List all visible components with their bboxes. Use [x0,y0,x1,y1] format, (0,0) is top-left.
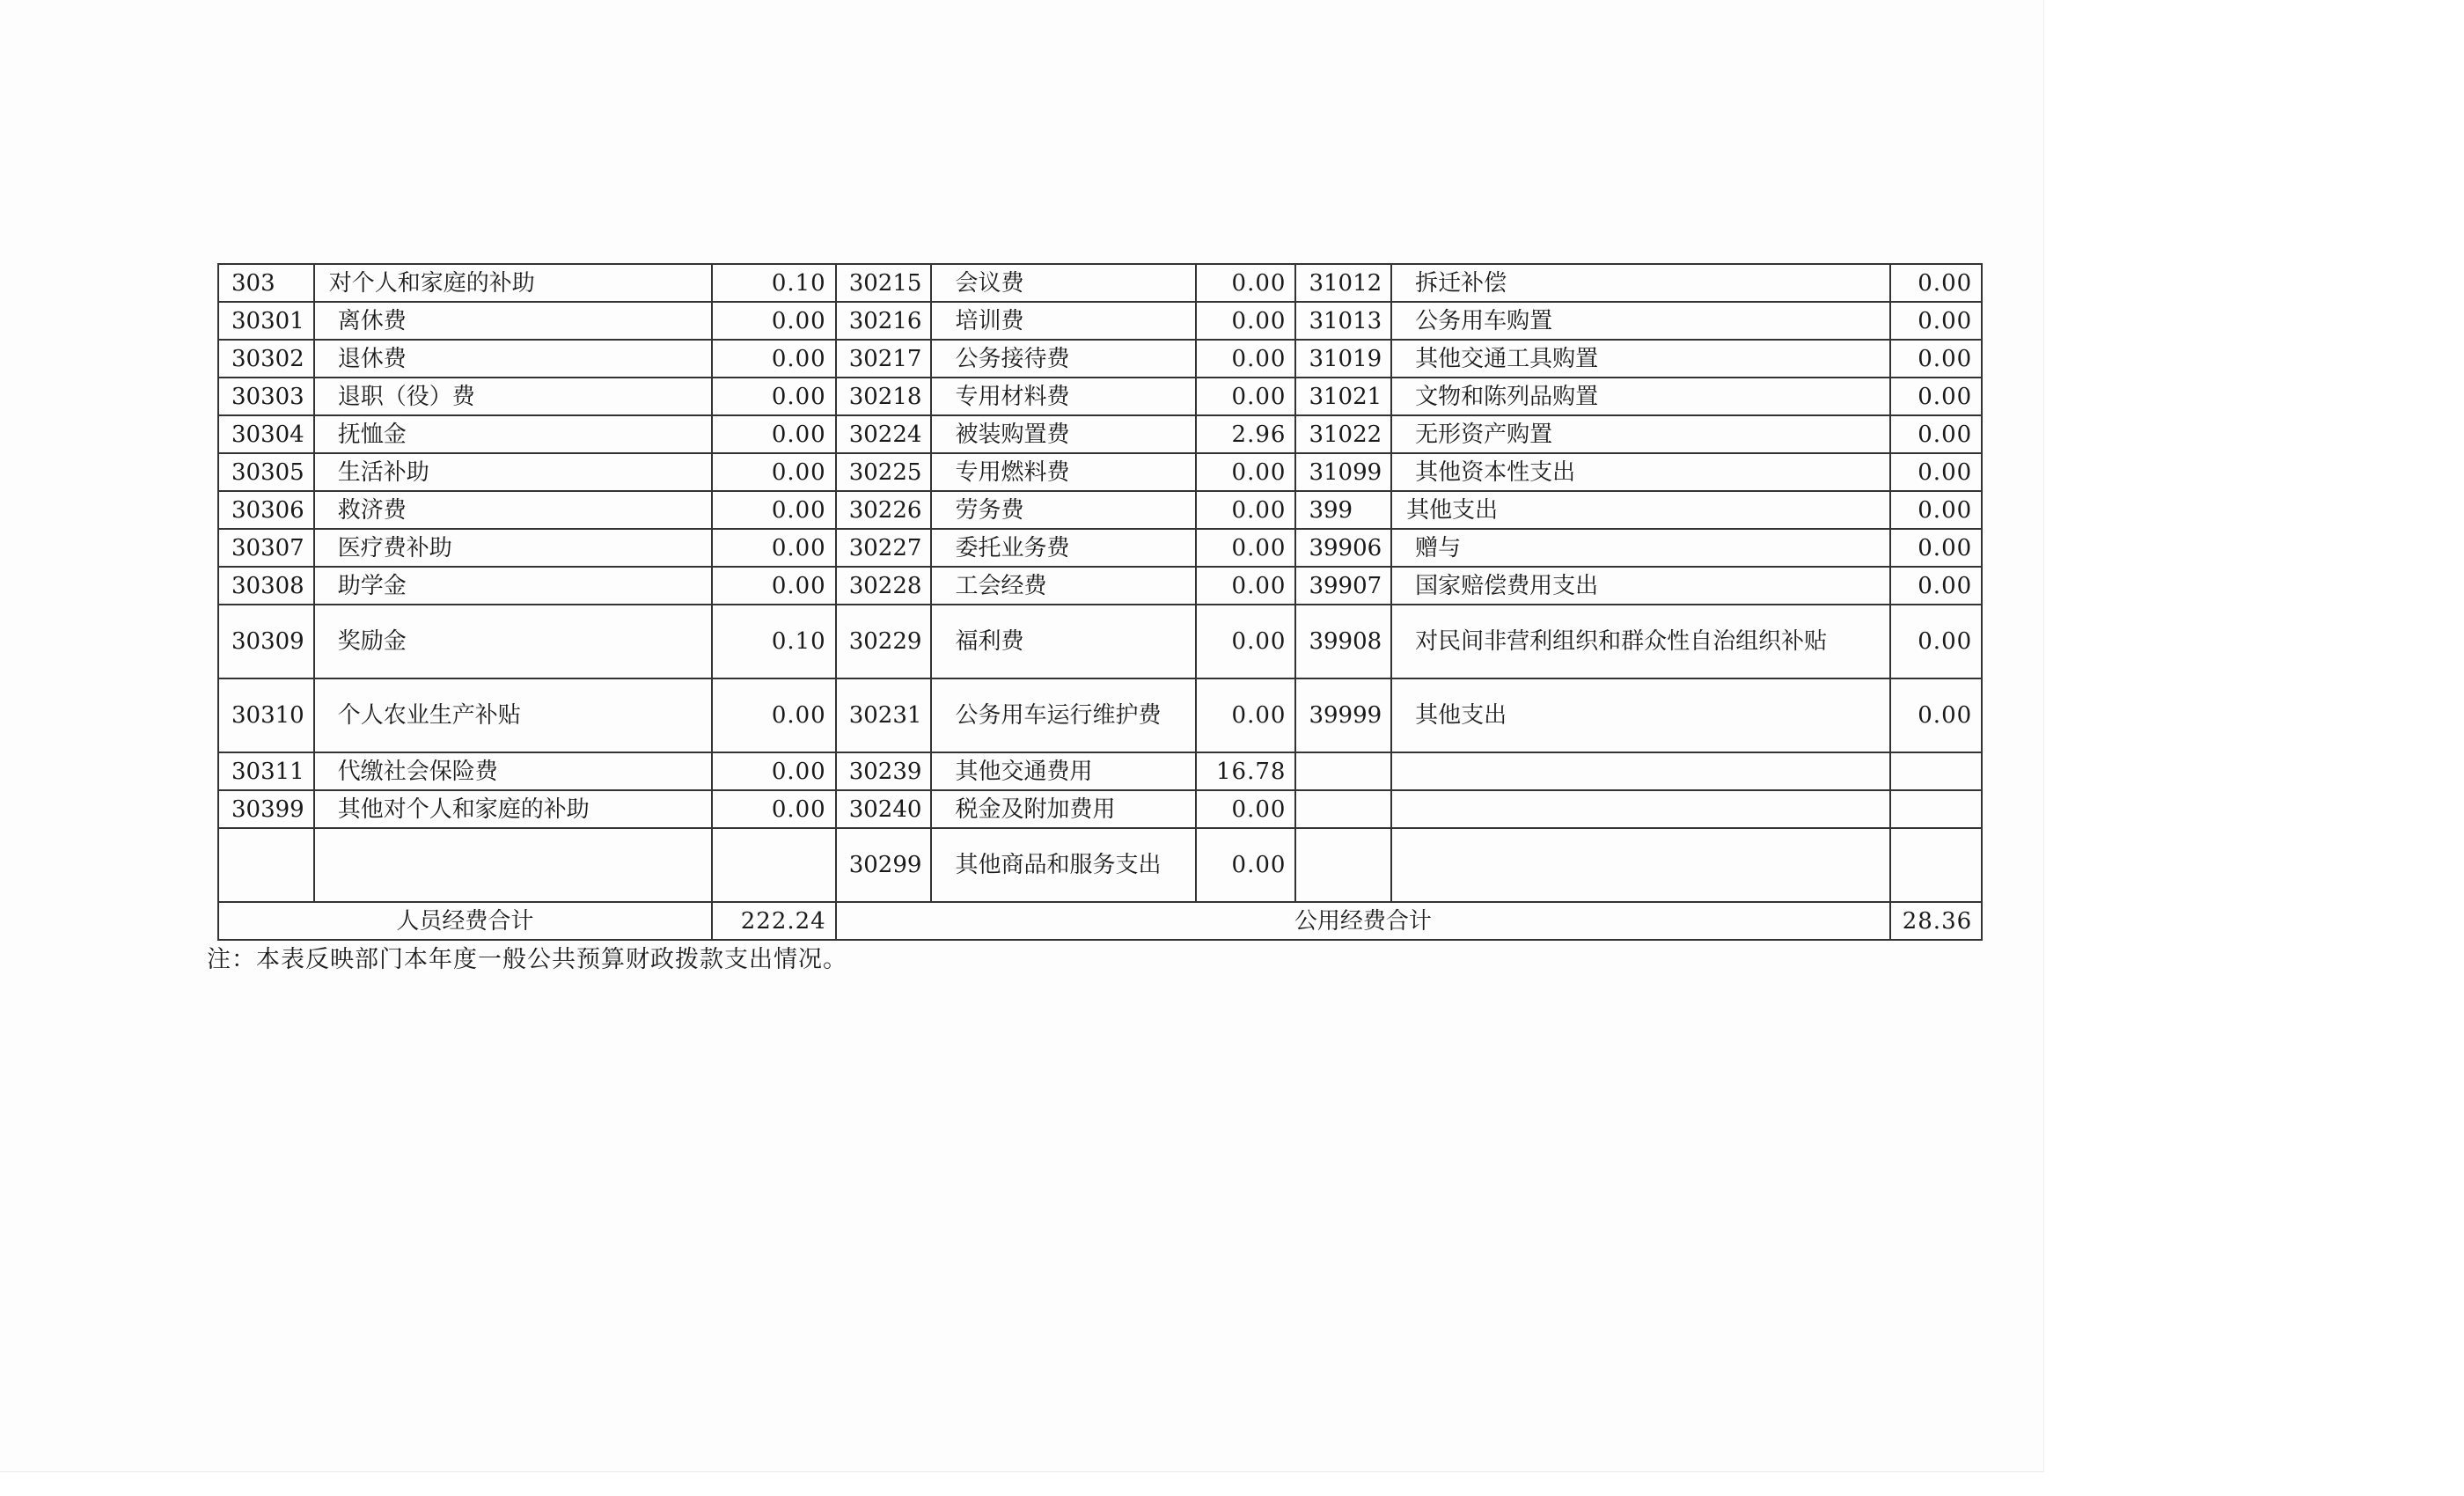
amount-cell: 0.00 [1196,491,1295,529]
amount-cell: 0.10 [712,605,836,678]
code-cell: 30224 [836,415,932,453]
code-cell: 30226 [836,491,932,529]
code-cell: 30309 [218,605,314,678]
amount-cell: 0.00 [1890,678,1982,752]
code-cell: 30239 [836,752,932,790]
name-cell: 拆迁补偿 [1391,264,1890,302]
code-cell [1295,828,1391,902]
code-cell: 39906 [1295,529,1391,567]
name-cell: 生活补助 [314,453,712,491]
name-cell: 公务接待费 [931,340,1196,378]
amount-cell: 0.00 [1890,605,1982,678]
name-cell: 文物和陈列品购置 [1391,378,1890,415]
amount-cell: 0.00 [1890,529,1982,567]
name-cell: 救济费 [314,491,712,529]
code-cell: 30311 [218,752,314,790]
code-cell: 30216 [836,302,932,340]
amount-cell: 0.00 [712,491,836,529]
code-cell: 39999 [1295,678,1391,752]
amount-cell: 0.00 [712,790,836,828]
amount-cell: 0.00 [1890,415,1982,453]
code-cell: 30310 [218,678,314,752]
code-cell: 30218 [836,378,932,415]
name-cell: 个人农业生产补贴 [314,678,712,752]
amount-cell: 16.78 [1196,752,1295,790]
amount-cell: 0.00 [712,567,836,605]
code-cell: 30399 [218,790,314,828]
name-cell: 其他交通费用 [931,752,1196,790]
name-cell: 其他交通工具购置 [1391,340,1890,378]
totals-row [218,902,1982,940]
code-cell: 30299 [836,828,932,902]
name-cell: 国家赔偿费用支出 [1391,567,1890,605]
code-cell: 30307 [218,529,314,567]
amount-cell [1890,790,1982,828]
name-cell: 劳务费 [931,491,1196,529]
name-cell: 工会经费 [931,567,1196,605]
code-cell: 30227 [836,529,932,567]
amount-cell: 0.00 [1196,790,1295,828]
code-cell: 399 [1295,491,1391,529]
public-total-value: 28.36 [1890,902,1982,940]
name-cell [1391,828,1890,902]
name-cell: 专用材料费 [931,378,1196,415]
table-row [218,264,1982,302]
table-body [218,264,1982,902]
name-cell: 代缴社会保险费 [314,752,712,790]
amount-cell: 0.00 [712,752,836,790]
code-cell [218,828,314,902]
amount-cell [712,828,836,902]
code-cell: 31099 [1295,453,1391,491]
table-row [218,567,1982,605]
amount-cell: 0.00 [1890,264,1982,302]
name-cell: 公务用车购置 [1391,302,1890,340]
name-cell: 其他商品和服务支出 [931,828,1196,902]
code-cell: 31021 [1295,378,1391,415]
table-row [218,415,1982,453]
amount-cell: 0.00 [1890,302,1982,340]
code-cell: 30225 [836,453,932,491]
name-cell [1391,790,1890,828]
code-cell: 30228 [836,567,932,605]
amount-cell: 0.00 [1196,567,1295,605]
table-row [218,678,1982,752]
table-row [218,752,1982,790]
table-row [218,828,1982,902]
amount-cell [1890,752,1982,790]
amount-cell: 0.00 [1196,678,1295,752]
name-cell: 其他支出 [1391,491,1890,529]
code-cell: 31013 [1295,302,1391,340]
name-cell: 公务用车运行维护费 [931,678,1196,752]
amount-cell: 0.00 [1196,378,1295,415]
name-cell: 专用燃料费 [931,453,1196,491]
name-cell: 对个人和家庭的补助 [314,264,712,302]
name-cell: 其他支出 [1391,678,1890,752]
code-cell: 30301 [218,302,314,340]
name-cell: 税金及附加费用 [931,790,1196,828]
amount-cell: 0.00 [712,415,836,453]
personnel-total-value: 222.24 [712,902,836,940]
name-cell: 其他资本性支出 [1391,453,1890,491]
name-cell [1391,752,1890,790]
name-cell: 离休费 [314,302,712,340]
expenditure-table [217,263,1983,941]
table-row [218,529,1982,567]
amount-cell: 0.00 [1196,453,1295,491]
table-row [218,378,1982,415]
amount-cell: 0.00 [1890,340,1982,378]
name-cell: 会议费 [931,264,1196,302]
amount-cell: 0.10 [712,264,836,302]
code-cell: 30302 [218,340,314,378]
code-cell: 31022 [1295,415,1391,453]
code-cell [1295,752,1391,790]
code-cell: 303 [218,264,314,302]
amount-cell: 0.00 [1196,605,1295,678]
code-cell: 39908 [1295,605,1391,678]
table-row [218,302,1982,340]
name-cell: 其他对个人和家庭的补助 [314,790,712,828]
code-cell: 30240 [836,790,932,828]
code-cell: 30304 [218,415,314,453]
name-cell: 培训费 [931,302,1196,340]
amount-cell: 0.00 [1196,828,1295,902]
code-cell: 30229 [836,605,932,678]
personnel-total-label: 人员经费合计 [218,902,712,940]
code-cell: 30308 [218,567,314,605]
expenditure-table-wrapper [217,263,1983,941]
table-row [218,340,1982,378]
amount-cell: 0.00 [712,340,836,378]
amount-cell: 0.00 [1890,378,1982,415]
amount-cell: 0.00 [1890,491,1982,529]
code-cell: 39907 [1295,567,1391,605]
name-cell: 助学金 [314,567,712,605]
amount-cell: 0.00 [712,378,836,415]
name-cell: 无形资产购置 [1391,415,1890,453]
amount-cell: 2.96 [1196,415,1295,453]
amount-cell: 0.00 [1196,340,1295,378]
code-cell: 30306 [218,491,314,529]
name-cell: 对民间非营利组织和群众性自治组织补贴 [1391,605,1890,678]
code-cell: 30231 [836,678,932,752]
amount-cell: 0.00 [712,302,836,340]
public-total-label: 公用经费合计 [836,902,1890,940]
amount-cell: 0.00 [1196,264,1295,302]
name-cell: 医疗费补助 [314,529,712,567]
amount-cell [1890,828,1982,902]
name-cell: 奖励金 [314,605,712,678]
amount-cell: 0.00 [1890,567,1982,605]
table-row [218,491,1982,529]
name-cell: 退职（役）费 [314,378,712,415]
name-cell: 退休费 [314,340,712,378]
table-row [218,790,1982,828]
amount-cell: 0.00 [712,453,836,491]
code-cell [1295,790,1391,828]
code-cell: 31019 [1295,340,1391,378]
code-cell: 30217 [836,340,932,378]
table-footnote: 注：本表反映部门本年度一般公共预算财政拨款支出情况。 [207,946,847,973]
name-cell: 被装购置费 [931,415,1196,453]
code-cell: 30215 [836,264,932,302]
code-cell: 31012 [1295,264,1391,302]
name-cell: 抚恤金 [314,415,712,453]
amount-cell: 0.00 [1196,302,1295,340]
name-cell: 委托业务费 [931,529,1196,567]
amount-cell: 0.00 [1890,453,1982,491]
table-row [218,605,1982,678]
amount-cell: 0.00 [712,678,836,752]
name-cell [314,828,712,902]
amount-cell: 0.00 [1196,529,1295,567]
name-cell: 赠与 [1391,529,1890,567]
table-row [218,453,1982,491]
name-cell: 福利费 [931,605,1196,678]
code-cell: 30305 [218,453,314,491]
amount-cell: 0.00 [712,529,836,567]
code-cell: 30303 [218,378,314,415]
